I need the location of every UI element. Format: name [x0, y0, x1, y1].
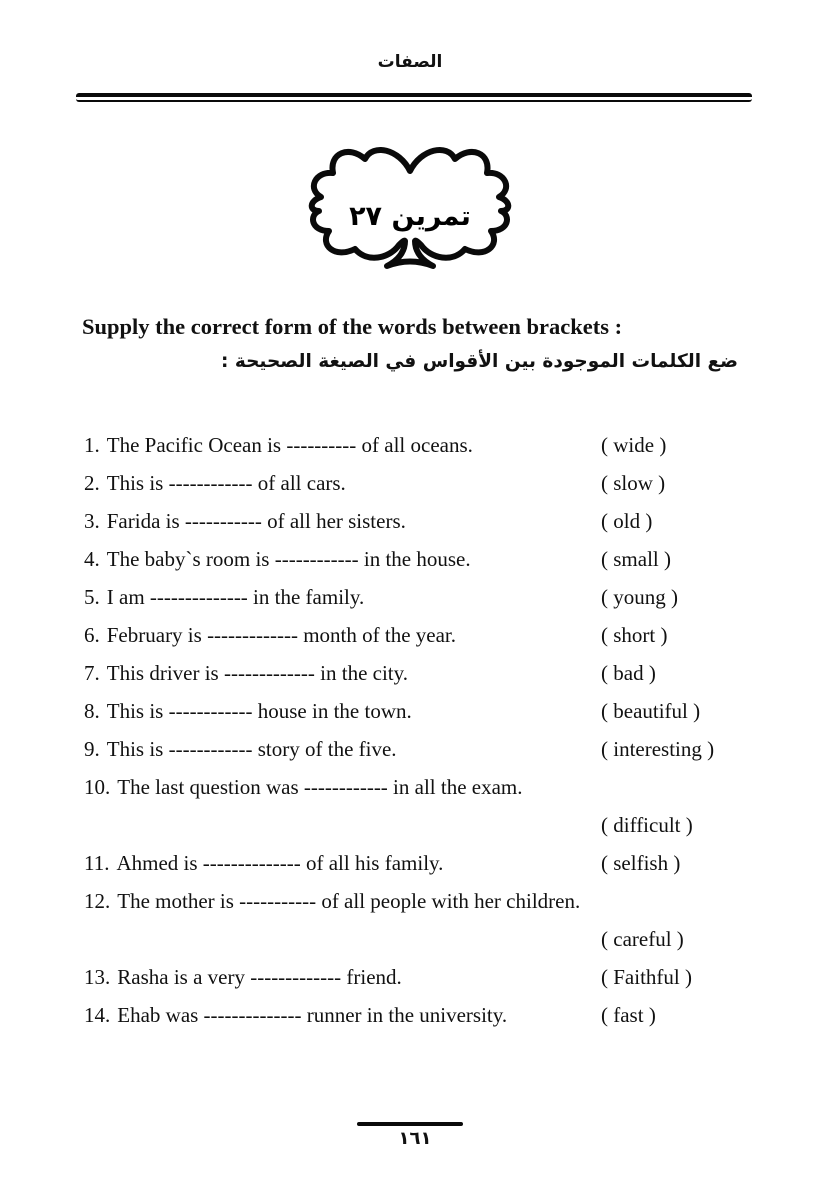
instruction-english: Supply the correct form of the words between brackets : [82, 314, 623, 339]
footer-rule [357, 1122, 463, 1126]
answer-brackets: ( bad ) [601, 661, 656, 685]
answer-brackets: ( wide ) [601, 433, 667, 457]
item-number: 2. [84, 471, 100, 495]
item-number: 10. [84, 775, 111, 799]
page-header-title: الصفات [377, 52, 443, 72]
page-number: ١٦١ [398, 1128, 432, 1149]
exercise-item [84, 426, 810, 464]
item-number: 11. [84, 851, 110, 875]
answer-brackets: ( selfish ) [601, 851, 681, 875]
item-sentence: Rasha is a very ------------- friend. [117, 965, 402, 989]
item-sentence: The last question was ------------ in all the exam. [117, 775, 523, 799]
answer-brackets: ( difficult ) [601, 813, 693, 837]
item-sentence: The mother is ----------- of all people with her children. [117, 889, 581, 913]
item-number: 14. [84, 1003, 111, 1027]
item-number: 12. [84, 889, 111, 913]
item-sentence: This driver is ------------- in the city. [106, 661, 409, 685]
exercise-item [84, 768, 810, 806]
exercise-item [84, 616, 810, 654]
item-number: 9. [84, 737, 100, 761]
item-number: 4. [84, 547, 100, 571]
item-sentence: Ahmed is -------------- of all his family. [116, 851, 444, 875]
answer-brackets: ( beautiful ) [601, 699, 701, 723]
exercise-item [84, 578, 810, 616]
item-sentence: Ehab was -------------- runner in the university. [117, 1003, 508, 1027]
exercise-item [84, 958, 810, 996]
exercise-item [84, 464, 810, 502]
exercise-item [84, 540, 810, 578]
answer-brackets: ( careful ) [601, 927, 684, 951]
exercise-item [84, 502, 810, 540]
item-sentence: I am -------------- in the family. [106, 585, 365, 609]
answer-brackets: ( interesting ) [601, 737, 715, 761]
answer-brackets: ( old ) [601, 509, 653, 533]
item-sentence: Farida is ----------- of all her sisters. [106, 509, 406, 533]
exercise-badge-label: تمرين ٢٧ [349, 201, 471, 232]
item-number: 1. [84, 433, 100, 457]
exercise-item [84, 692, 810, 730]
exercise-item [84, 654, 810, 692]
answer-brackets: ( fast ) [601, 1003, 656, 1027]
clover-frame-icon [305, 143, 515, 278]
exercise-item [84, 844, 810, 882]
exercise-item [84, 996, 810, 1034]
answer-brackets: ( slow ) [601, 471, 666, 495]
answer-brackets: ( small ) [601, 547, 671, 571]
answer-brackets: ( short ) [601, 623, 668, 647]
item-sentence: February is ------------- month of the year. [106, 623, 457, 647]
item-sentence: This is ------------ house in the town. [106, 699, 412, 723]
exercise-list [84, 426, 810, 1034]
exercise-item [84, 730, 810, 768]
item-number: 3. [84, 509, 100, 533]
item-number: 8. [84, 699, 100, 723]
answer-brackets: ( Faithful ) [601, 965, 692, 989]
instruction-arabic: ضع الكلمات الموجودة بين الأقواس في الصيغة الصحيحة : [221, 351, 738, 372]
item-number: 6. [84, 623, 100, 647]
exercise-item-answer-line [84, 920, 810, 958]
item-number: 7. [84, 661, 100, 685]
item-sentence: The baby`s room is ------------ in the house. [106, 547, 471, 571]
header-double-rule [76, 93, 752, 102]
exercise-badge [305, 143, 515, 278]
item-sentence: This is ------------ story of the five. [106, 737, 397, 761]
item-sentence: This is ------------ of all cars. [106, 471, 346, 495]
exercise-item-answer-line [84, 806, 810, 844]
answer-brackets: ( young ) [601, 585, 678, 609]
item-number: 13. [84, 965, 111, 989]
item-number: 5. [84, 585, 100, 609]
exercise-item [84, 882, 810, 920]
item-sentence: The Pacific Ocean is ---------- of all oceans. [106, 433, 473, 457]
